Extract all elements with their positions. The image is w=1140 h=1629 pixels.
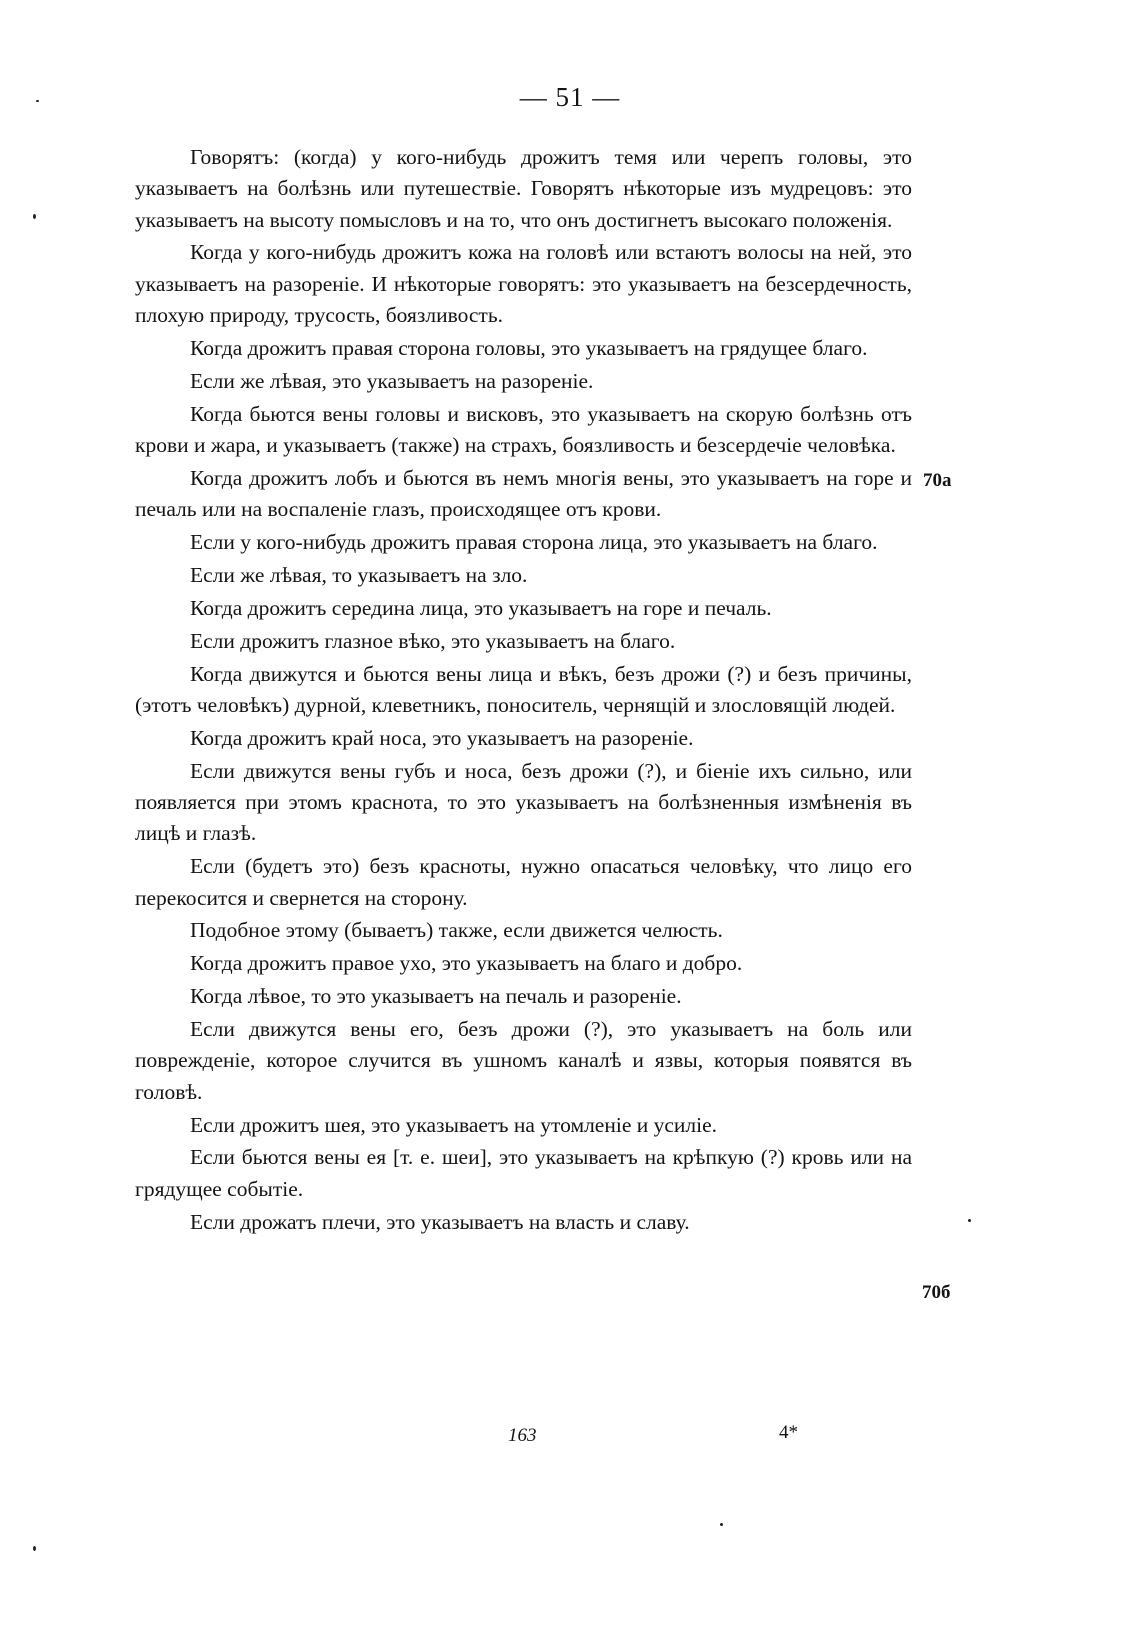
paragraph: Если у кого-нибудь дрожитъ правая сторона лица, это указываетъ на благо. (190, 530, 878, 555)
folio-number: 163 (508, 1425, 537, 1446)
paragraph: Говорятъ: (когда) у кого-нибудь дрожитъ темя или черепъ головы, это указываетъ на болѣзнь или путешествіе. Говорятъ нѣкоторые изъ мудрецовъ: это указываетъ на высоту помысловъ и на то, что онъ достигнетъ высокаго положенія. (135, 145, 912, 232)
paragraph: Когда движутся и бьются вены лица и вѣкъ, безъ дрожи (?) и безъ причины, (этотъ человѣкъ) дурной, клеветникъ, поноситель, чернящій и злословящій людей. (135, 661, 912, 717)
scan-speck (968, 1219, 971, 1222)
paragraph: Когда дрожитъ правая сторона головы, это указываетъ на грядущее благо. (190, 335, 868, 360)
scan-speck (720, 1523, 723, 1526)
page-number: — 51 — (519, 82, 621, 112)
body-text (135, 142, 912, 1240)
paragraph: Если же лѣвая, это указываетъ на разореніе. (190, 368, 594, 393)
margin-note-70b: 70б (922, 1282, 951, 1303)
paragraph: Подобное этому (бываетъ) также, если движется челюсть. (190, 918, 723, 943)
paragraph: Когда бьются вены головы и висковъ, это указываетъ на скорую болѣзнь отъ крови и жара, и указываетъ (также) на страхъ, боязливость и безсердечіе человѣка. (135, 401, 912, 458)
paragraph: Когда дрожитъ край носа, это указываетъ на разореніе. (190, 725, 694, 750)
paragraph: Если движутся вены губъ и носа, безъ дрожи (?), и біеніе ихъ сильно, или появляется при этомъ краснота, то это указываетъ на болѣзненныя измѣненія въ лицѣ и глазѣ. (135, 758, 912, 846)
margin-note-70a: 70а (923, 470, 952, 491)
signature-mark: 4* (779, 1422, 798, 1443)
paragraph: Если бьются вены ея [т. е. шеи], это указываетъ на крѣпкую (?) кровь или на грядущее событіе. (135, 1145, 912, 1201)
paragraph: Если дрожатъ плечи, это указываетъ на власть и славу. (190, 1209, 690, 1234)
paragraph: Если же лѣвая, то указываетъ на зло. (190, 563, 528, 588)
paragraph: Если дрожитъ глазное вѣко, это указываетъ на благо. (190, 628, 676, 653)
paragraph: Если (будетъ это) безъ красноты, нужно опасаться человѣку, что лицо его перекосится и свернется на сторону. (135, 854, 912, 910)
paragraph: Если движутся вены его, безъ дрожи (?), это указываетъ на боль или поврежденіе, которое случится въ ушномъ каналѣ и язвы, которыя появятся въ головѣ. (135, 1017, 912, 1104)
paragraph: Когда лѣвое, то это указываетъ на печаль и разореніе. (190, 984, 682, 1009)
paragraph: Когда у кого-нибудь дрожитъ кожа на головѣ или встаютъ волосы на ней, это указываетъ на разореніе. И нѣкоторые говорятъ: это указываетъ на безсердечность, плохую природу, трусость, боязливость. (135, 240, 912, 328)
scan-speck (36, 100, 39, 102)
scan-speck (33, 1546, 36, 1551)
scan-speck (33, 214, 36, 219)
paragraph: Когда дрожитъ середина лица, это указываетъ на горе и печаль. (190, 595, 772, 620)
paragraph: Если дрожитъ шея, это указываетъ на утомленіе и усиліе. (190, 1112, 718, 1137)
paragraph: Когда дрожитъ правое ухо, это указываетъ на благо и добро. (190, 951, 743, 976)
paragraph: Когда дрожитъ лобъ и бьются въ немъ многія вены, это указываетъ на горе и печаль или на воспаленіе глазъ, происходящее отъ крови. (135, 465, 912, 522)
